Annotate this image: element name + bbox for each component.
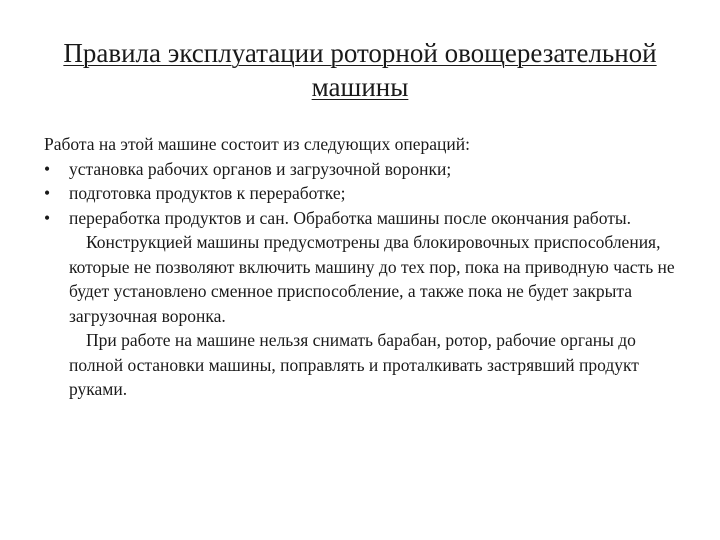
list-item-text: подготовка продуктов к переработке;	[69, 183, 346, 203]
intro-text: Работа на этой машине состоит из следующих операций:	[44, 134, 470, 154]
bullet-icon: •	[44, 158, 51, 179]
list-item	[44, 206, 694, 231]
list-item-text: установка рабочих органов и загрузочной воронки;	[69, 158, 452, 179]
list-item-text: переработка продуктов и сан. Обработка машины после окончания работы.	[69, 207, 631, 228]
slide-title: Правила эксплуатации роторной овощерезательной машины	[63, 38, 657, 102]
bullet-icon: •	[44, 207, 51, 228]
slide-body	[44, 132, 694, 402]
paragraph-safety: При работе на машине нельзя снимать барабан, ротор, рабочие органы до полной остановки машины, поправлять и проталкивать застрявший продукт руками.	[69, 330, 639, 399]
bullet-icon: •	[44, 183, 51, 203]
paragraph-interlocks: Конструкцией машины предусмотрены два блокировочных приспособления, которые не позволяют включить машину до тех пор, пока на приводную часть не будет установлено сменное приспособление, а также пока не будет закрыта загрузочная воронка.	[69, 232, 675, 326]
list-item	[44, 181, 694, 206]
list-item	[44, 157, 694, 182]
operations-list	[44, 157, 694, 231]
